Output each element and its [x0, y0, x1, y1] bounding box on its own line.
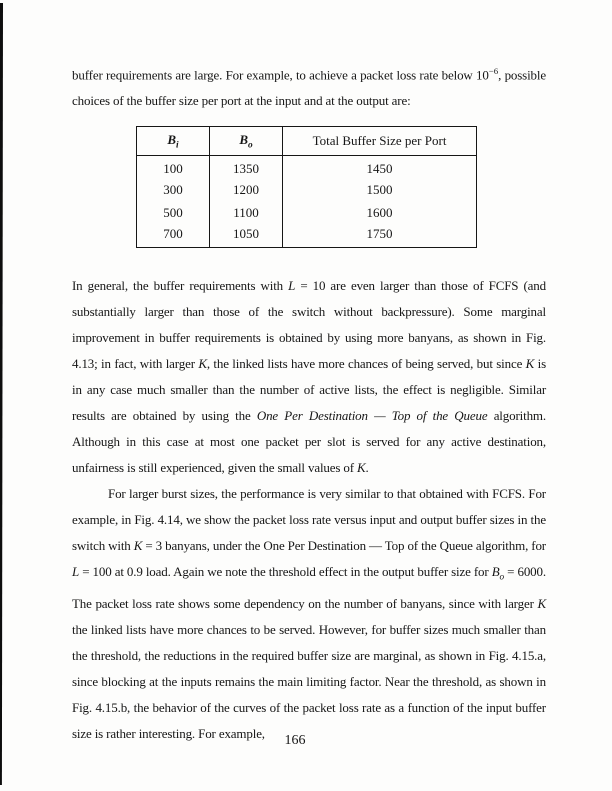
table-row	[137, 202, 477, 225]
table-cell: 500	[137, 202, 210, 225]
table-row	[137, 179, 477, 202]
table-cell: 1100	[210, 202, 283, 225]
table-cell: 1050	[210, 225, 283, 248]
paragraph-general-requirements: In general, the buffer requirements with L = 10 are even larger than those of FCFS (and substantially larger than those of the switch without backpressure). Some marginal improvement in buffer requirements is obtained by using more banyans, as shown in Fig. 4.13; in fact, with larger K, the linked lists have more chances of being served, but since K is in any case much smaller than the number of active lists, the effect is negligible. Similar results are obtained by using the One Per Destination — Top of the Queue algorithm. Although in this case at most one packet per slot is served for any active destination, unfairness is still experienced, given the small values of K.	[72, 278, 546, 476]
paragraph-larger-burst-sizes: For larger burst sizes, the performance is very similar to that obtained with FCFS. For example, in Fig. 4.14, we show the packet loss rate versus input and output buffer sizes in the switch with K = 3 banyans, under the One Per Destination — Top of the Queue algorithm, for L = 100 at 0.9 load. Again we note the threshold effect in the output buffer size for $B_o = 6000$. The packet loss rate shows some dependency on the number of banyans, since with larger K the linked lists have more chances to be served. However, for buffer sizes much smaller than the threshold, the reductions in the required buffer size are marginal, as shown in Fig. 4.15.a, since blocking at the inputs remains the main limiting factor. Near the threshold, as shown in Fig. 4.15.b, the behavior of the curves of the packet loss rate as a function of the input buffer size is rather interesting. For example,	[72, 486, 546, 741]
table-header-bo	[210, 127, 283, 156]
table-header-total-buffer: Total Buffer Size per Port	[283, 127, 477, 156]
bo-subscript: o	[248, 140, 253, 151]
table-cell: 300	[137, 179, 210, 202]
table-cell: 1450	[283, 156, 477, 179]
table-row	[137, 225, 477, 248]
table-cell: 1600	[283, 202, 477, 225]
table-cell: 1350	[210, 156, 283, 179]
table-header-bi	[137, 127, 210, 156]
table-cell: 700	[137, 225, 210, 248]
buffer-table-header	[137, 127, 477, 156]
paragraph-buffer-requirements: buffer requirements are large. For example, to achieve a packet loss rate below $10^{-6}$, possible choices of the buffer size per port at the input and at the output are:	[72, 66, 546, 109]
table-cell: 100	[137, 156, 210, 179]
table-cell: 1200	[210, 179, 283, 202]
buffer-size-table	[136, 126, 477, 248]
page-number: 166	[284, 733, 306, 748]
table-header-row	[137, 127, 477, 156]
scan-edge-artifact	[0, 3, 3, 785]
table-row	[137, 156, 477, 179]
table-cell: 1500	[283, 179, 477, 202]
table-cell: 1750	[283, 225, 477, 248]
page-content	[72, 58, 546, 747]
bi-subscript: i	[176, 140, 179, 151]
bi-symbol: B	[167, 132, 177, 148]
buffer-table-body	[137, 156, 477, 248]
bo-symbol: B	[239, 132, 248, 148]
